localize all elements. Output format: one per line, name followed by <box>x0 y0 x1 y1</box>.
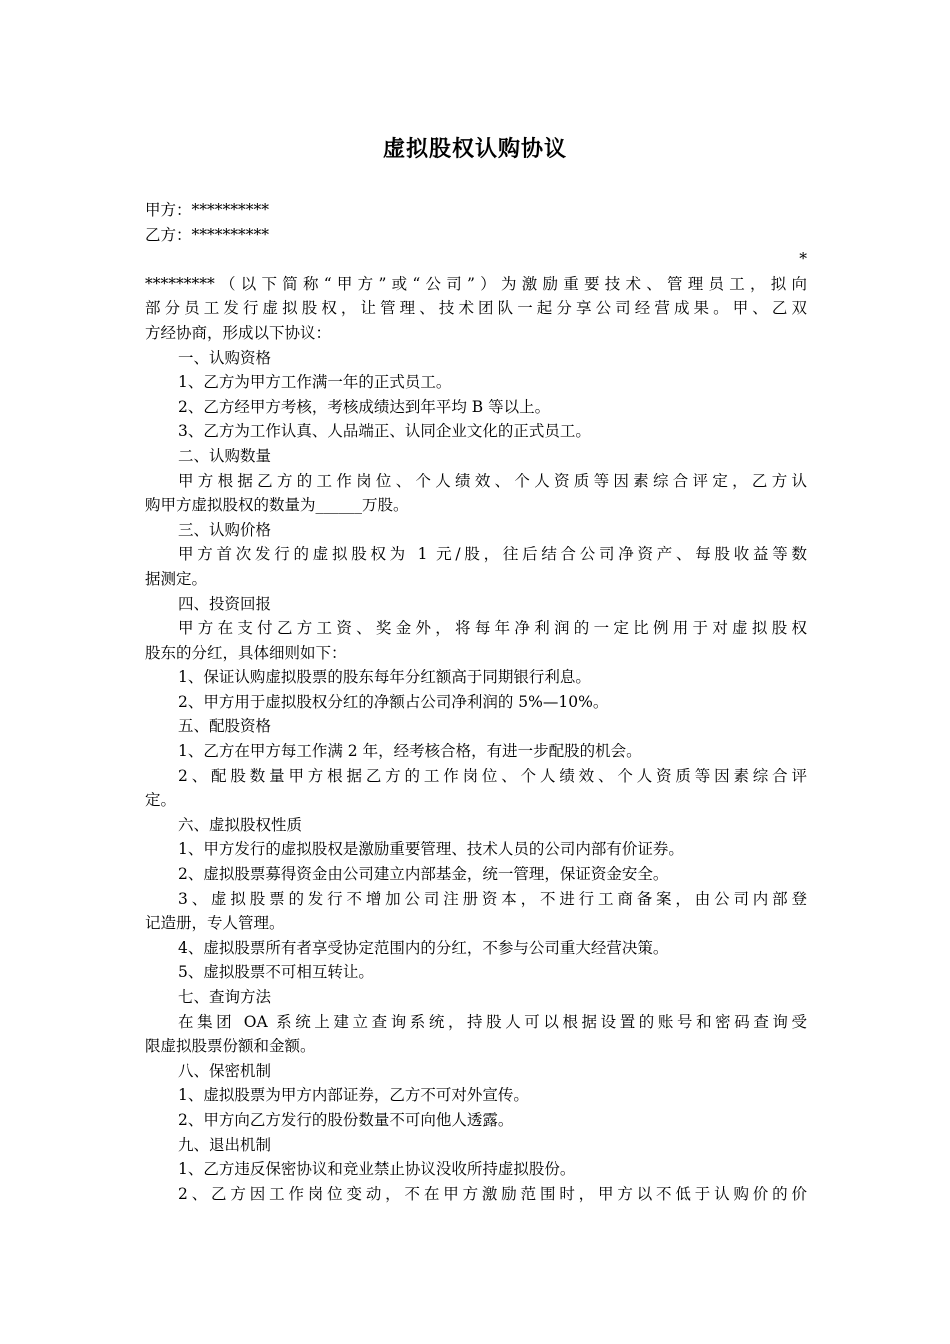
text-line: 甲方在支付乙方工资、奖金外，将每年净利润的一定比例用于对虚拟股权 <box>178 619 807 638</box>
text-line: 1、乙方违反保密协议和竞业禁止协议没收所持虚拟股份。 <box>178 1160 576 1179</box>
document-title: 虚拟股权认购协议 <box>382 137 567 162</box>
text-line: 记造册，专人管理。 <box>145 914 285 933</box>
text-line: 购甲方虚拟股权的数量为______万股。 <box>145 496 409 515</box>
text-line: 九、退出机制 <box>178 1135 272 1154</box>
text-line: 2、乙方因工作岗位变动，不在甲方激励范围时，甲方以不低于认购价的价 <box>178 1184 807 1203</box>
text-line: 六、虚拟股权性质 <box>178 815 303 834</box>
text-line: 四、投资回报 <box>178 594 272 613</box>
text-line: 甲方：********** <box>145 201 270 219</box>
text-line: 五、配股资格 <box>178 717 272 736</box>
text-line: 定。 <box>145 791 177 810</box>
text-line: 七、查询方法 <box>178 988 272 1006</box>
text-line: 4、虚拟股票所有者享受协定范围内的分红，不参与公司重大经营决策。 <box>178 938 669 957</box>
text-line: * <box>799 250 807 269</box>
text-line: 2、甲方向乙方发行的股份数量不可向他人透露。 <box>178 1110 514 1129</box>
text-line: 乙方：********** <box>145 225 270 244</box>
text-line: 1、保证认购虚拟股票的股东每年分红额高于同期银行利息。 <box>178 668 591 687</box>
text-line: 方经协商，形成以下协议： <box>145 323 332 342</box>
text-line: *********（以下简称“甲方”或“公司”）为激励重要技术、管理员工，拟向 <box>145 274 807 293</box>
text-line: 据测定。 <box>145 569 208 588</box>
text-line: 股东的分红，具体细则如下： <box>145 643 347 662</box>
text-line: 甲方根据乙方的工作岗位、个人绩效、个人资质等因素综合评定，乙方认 <box>178 471 807 490</box>
text-line: 3、乙方为工作认真、人品端正、认同企业文化的正式员工。 <box>178 422 591 441</box>
text-line: 部分员工发行虚拟股权，让管理、技术团队一起分享公司经营成果。甲、乙双 <box>145 299 807 318</box>
text-line: 2、配股数量甲方根据乙方的工作岗位、个人绩效、个人资质等因素综合评 <box>178 766 807 785</box>
text-line: 5、虚拟股票不可相互转让。 <box>178 963 374 982</box>
text-line: 三、认购价格 <box>178 520 272 539</box>
text-line: 限虚拟股票份额和金额。 <box>145 1037 316 1056</box>
text-line: 1、乙方在甲方每工作满 2 年，经考核合格，有进一步配股的机会。 <box>178 742 642 761</box>
text-line: 1、虚拟股票为甲方内部证券，乙方不可对外宣传。 <box>178 1086 529 1105</box>
text-line: 甲方首次发行的虚拟股权为 1 元/股，往后结合公司净资产、每股收益等数 <box>178 545 807 564</box>
text-line: 2、乙方经甲方考核，考核成绩达到年平均 B 等以上。 <box>178 397 551 416</box>
document-body <box>145 198 807 1206</box>
text-line: 二、认购数量 <box>178 446 272 465</box>
text-line: 1、乙方为甲方工作满一年的正式员工。 <box>178 373 452 392</box>
text-line: 在集团 OA 系统上建立查询系统，持股人可以根据设置的账号和密码查询受 <box>178 1012 807 1031</box>
text-line: 3、虚拟股票的发行不增加公司注册资本，不进行工商备案，由公司内部登 <box>178 889 807 908</box>
text-line: 八、保密机制 <box>178 1061 272 1080</box>
text-line: 1、甲方发行的虚拟股权是激励重要管理、技术人员的公司内部有价证券。 <box>178 840 684 859</box>
text-line: 2、虚拟股票募得资金由公司建立内部基金，统一管理，保证资金安全。 <box>178 865 669 884</box>
text-line: 一、认购资格 <box>178 348 272 367</box>
text-line: 2、甲方用于虚拟股权分红的净额占公司净利润的 5%—10%。 <box>178 692 609 711</box>
